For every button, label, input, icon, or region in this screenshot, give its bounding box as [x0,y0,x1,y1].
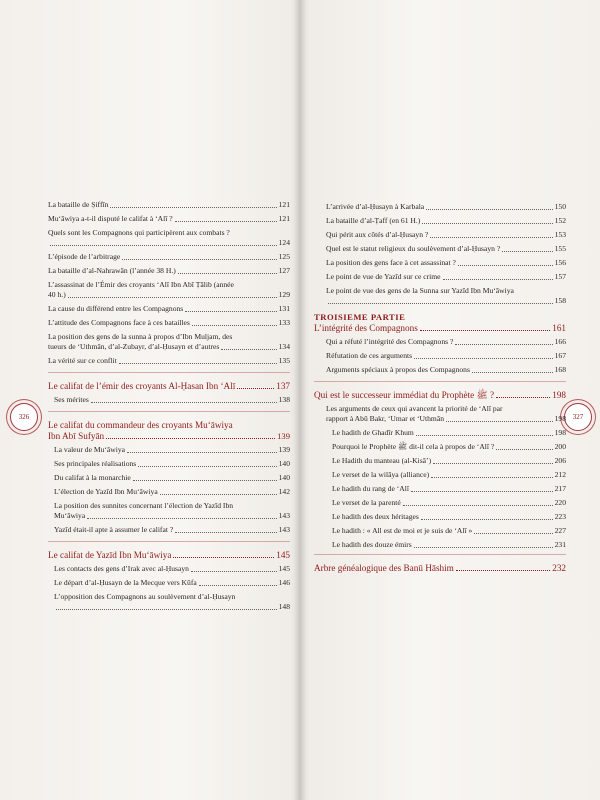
toc-heading: Le califat de Yazīd Ibn Mu‘āwiya 145 [48,550,290,560]
toc-entry: L’élection de Yazīd Ibn Mu‘āwiya 142 [54,487,290,496]
toc-entry: Réfutation de ces arguments 167 [326,351,566,360]
toc-entry: Le verset de la parenté 220 [332,498,566,507]
toc-entry: Du califat à la monarchie 140 [54,473,290,482]
toc-entry: Les arguments de ceux qui avancent la priorité de ‘Alī par rapport à Abū Bakr, ‘Umar et ‘Uthmān 198 [326,404,566,423]
toc-entry: L’épisode de l’arbitrage 125 [48,252,290,261]
toc-entry: Le verset de la wilāya (alliance) 212 [332,470,566,479]
toc-entry: Qui périt aux côtés d’al-Ḥusayn ? 153 [326,230,566,239]
book-gutter [290,0,310,800]
toc-entry: L’assassinat de l’Émir des croyants ‘Alī Ibn Abī Ṭālib (année 40 h.) 129 [48,280,290,299]
toc-heading: Arbre généalogique des Banū Hāshim 232 [314,563,566,573]
toc-entry: Le point de vue des gens de la Sunna sur Yazīd Ibn Mu‘āwiya 158 [326,286,566,305]
toc-entry: Le départ d’al-Ḥusayn de la Mecque vers Kūfa 146 [54,578,290,587]
toc-entry: Le hadith des douze émirs 231 [332,540,566,549]
part-label: TROISIEME PARTIE [314,312,406,322]
toc-heading: L’intégrité des Compagnons 161 [314,323,566,333]
toc-entry: Les contacts des gens d’Irak avec al-Ḥusayn 145 [54,564,290,573]
page-number-left: 326 [18,413,30,421]
toc-entry: Quel est le statut religieux du soulèvement d’al-Ḥusayn ? 155 [326,244,566,253]
section-divider [314,554,566,555]
toc-entry: Le point de vue de Yazīd sur ce crime 157 [326,272,566,281]
toc-entry: L’attitude des Compagnons face à ces batailles 133 [48,318,290,327]
toc-entry: La cause du différend entre les Compagnons 131 [48,304,290,313]
toc-entry: La vérité sur ce conflit 135 [48,356,290,365]
toc-entry: Arguments spéciaux à propos des Compagnons 168 [326,365,566,374]
toc-entry: Le hadith de Ghadīr Khum 198 [332,428,566,437]
toc-entry: Pourquoi le Prophète ﷺ dit-il cela à propos de ‘Alī ? 200 [332,442,566,451]
toc-entry: Qui a réfuté l’intégrité des Compagnons ? 166 [326,337,566,346]
toc-entry: Quels sont les Compagnons qui participèrent aux combats ? 124 [48,228,290,247]
section-divider [48,541,290,542]
toc-entry: Ses mérites 138 [54,395,290,404]
toc-entry: L’opposition des Compagnons au soulèvement d’al-Ḥusayn 148 [54,592,290,611]
page-number-badge-right [564,403,592,431]
toc-heading: Qui est le successeur immédiat du Prophète ﷺ ? 198 [314,390,566,400]
toc-entry: Le hadith du rang de ‘Alī 217 [332,484,566,493]
toc-entry: La position des gens de la sunna à propos d’Ibn Muljam, des tueurs de ‘Uthmān, d’al-Zubayr, d’al-Ḥusayn et d’autres 134 [48,332,290,351]
left-page-toc [48,200,290,616]
toc-entry: La bataille d’al-Ṭaff (en 61 H.) 152 [326,216,566,225]
toc-entry: Ses principales réalisations 140 [54,459,290,468]
section-divider [314,381,566,382]
toc-heading: Le califat du commandeur des croyants Mu‘āwiya Ibn Abī Sufyān 139 [48,420,290,441]
toc-entry: La position des sunnites concernant l’élection de Yazīd Ibn Mu‘āwiya 143 [54,501,290,520]
section-divider [48,411,290,412]
toc-entry: Le Hadith du manteau (al-Kisā’) 206 [332,456,566,465]
toc-heading: Le califat de l’émir des croyants Al-Ḥasan Ibn ‘Alī 137 [48,381,290,391]
toc-entry: L’arrivée d’al-Ḥusayn à Karbala 150 [326,202,566,211]
toc-entry: La valeur de Mu‘āwiya 139 [54,445,290,454]
page-number-right: 327 [572,413,584,421]
page-number-badge-left [10,403,38,431]
toc-entry: Yazīd était-il apte à assumer le califat ? 143 [54,525,290,534]
toc-entry: La bataille de Ṣiffīn 121 [48,200,290,209]
toc-entry: La position des gens face à cet assassinat ? 156 [326,258,566,267]
right-page-toc [314,202,566,577]
toc-entry: Le hadith des deux héritages 223 [332,512,566,521]
toc-entry: Le hadith : « All est de moi et je suis de ‘Alī » 227 [332,526,566,535]
toc-entry: Mu‘āwiya a-t-il disputé le califat à ‘Alī ? 121 [48,214,290,223]
toc-entry: La bataille d’al-Nahrawān (l’année 38 H.) 127 [48,266,290,275]
section-divider [48,372,290,373]
